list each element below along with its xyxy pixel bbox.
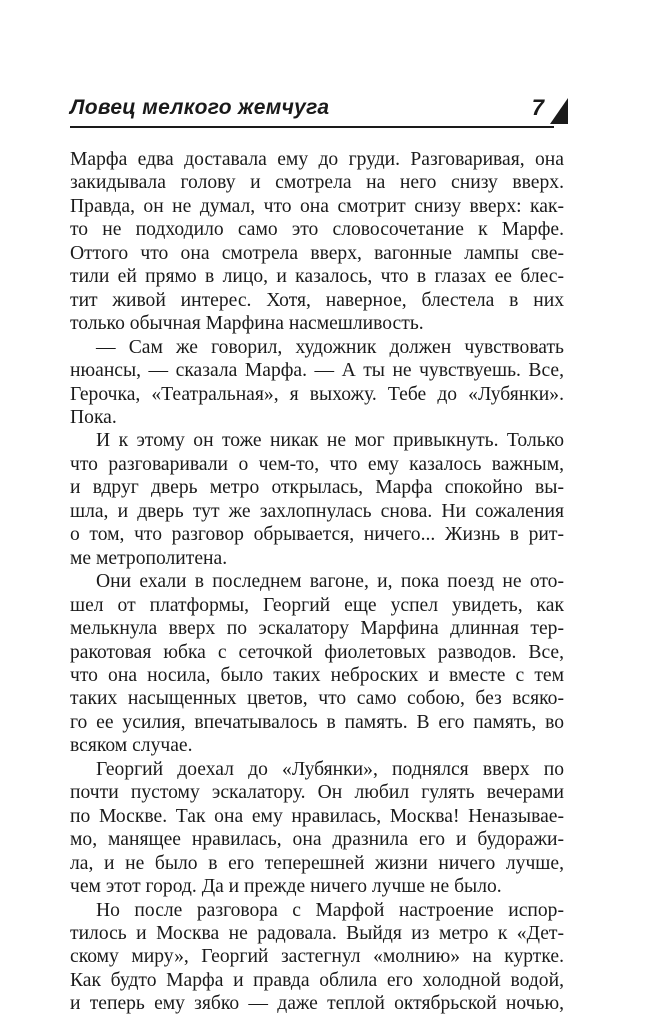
text-line: Как будто Марфа и правда облила его холодной водой, [70, 969, 564, 991]
text-line: ме метрополитена. [70, 547, 228, 569]
text-line: всяком случае. [70, 735, 193, 757]
text-line: что разговаривали о чем-то, что ему казалось важным, [70, 453, 564, 475]
text-line: таких насыщенных цветов, что само собою, без всяко- [70, 688, 564, 710]
text-line: нюансы, — сказала Марфа. — А ты не чувствуешь. Все, [70, 360, 564, 382]
text-line: Герочка, «Театральная», я выхожу. Тебе до «Лубянки». [70, 383, 564, 405]
text-line: го ее усилия, впечатывалось в память. В его память, во [70, 711, 564, 733]
text-line: тилось и Москва не радовала. Выйдя из метро к «Дет- [70, 922, 564, 944]
text-line: чем этот город. Да и прежде ничего лучше не было. [70, 876, 502, 898]
text-line: Марфа едва доставала ему до груди. Разговаривая, она [70, 149, 564, 170]
page-number: 7 [531, 95, 544, 120]
text-line: о том, что разговор обрывается, ничего... Жизнь в рит- [70, 524, 564, 546]
text-line: И к этому он тоже никак не мог привыкнуть. Только [96, 430, 564, 452]
text-line: Георгий доехал до «Лубянки», поднялся вверх по [96, 758, 564, 780]
text-line: Пока. [70, 406, 117, 428]
body-text [70, 148, 564, 1016]
running-header [70, 94, 568, 128]
text-line: Оттого что она смотрела вверх, вагонные лампы све- [70, 242, 564, 264]
text-line: ракотовая юбка с сеточкой фиолетовых разводов. Все, [70, 641, 564, 663]
running-title: Ловец мелкого жемчуга [70, 96, 330, 119]
text-line: и вдруг дверь метро открылась, Марфа спокойно вы- [70, 477, 564, 499]
text-line: Правда, он не думал, что она смотрит снизу вверх: как- [70, 195, 564, 217]
text-line: шел от платформы, Георгий еще успел увидеть, как [70, 594, 564, 616]
text-line: шла, и дверь тут же захлопнулась снова. Ни сожаления [70, 500, 564, 522]
text-line: по Москве. Так она ему нравилась, Москва! Неназывае- [70, 805, 564, 827]
text-line: только обычная Марфина насмешливость. [70, 313, 424, 335]
text-line: — Сам же говорил, художник должен чувствовать [96, 336, 564, 358]
text-line: скому миру», Георгий застегнул «молнию» на куртке. [70, 946, 564, 968]
corner-triangle-mark [550, 98, 568, 124]
text-line: Они ехали в последнем вагоне, и, пока поезд не ото- [96, 571, 564, 593]
text-line: тит живой интерес. Хотя, наверное, блестела в них [70, 289, 564, 311]
text-line: то не подходило само это словосочетание к Марфе. [70, 219, 564, 241]
text-line: почти пустому эскалатору. Он любил гулять вечерами [70, 782, 564, 804]
text-line: что она носила, было таких неброских и вместе с тем [70, 664, 564, 686]
text-line: Но после разговора с Марфой настроение испор- [96, 899, 564, 921]
text-line: ла, и не было в его теперешней жизни ничего лучше, [70, 852, 564, 874]
text-line: закидывала голову и смотрела на него снизу вверх. [70, 172, 564, 194]
text-line: и теперь ему зябко — даже теплой октябрьской ночью, [70, 993, 564, 1015]
text-line: мелькнула вверх по эскалатору Марфина длинная тер- [70, 618, 564, 640]
text-line: тили ей прямо в лицо, и казалось, что в глазах ее блес- [70, 266, 564, 288]
text-line: мо, манящее нравилась, она дразнила его и будоражи- [70, 829, 564, 851]
header-rule [70, 126, 554, 128]
